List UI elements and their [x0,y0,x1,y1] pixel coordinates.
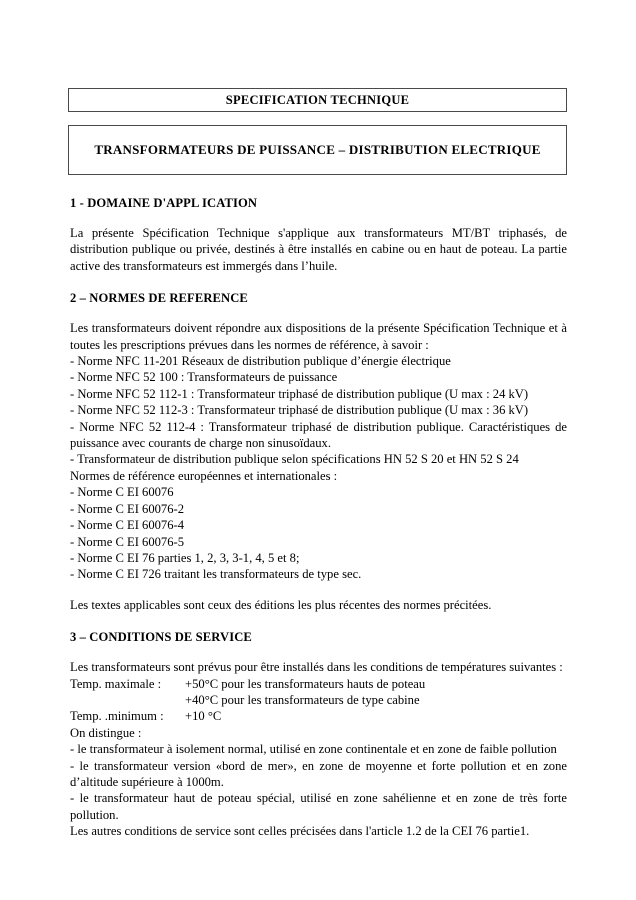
spacer [70,306,567,320]
norme-list-item-112-4: - Norme NFC 52 112-4 : Transformateur triphasé de distribution publique. Caractéristiques de puissance avec courants de charge non sinusoïdaux. [70,419,567,451]
normes-international-subheading: Normes de référence européennes et internationales : [70,468,338,483]
norme-list-item: - Norme C EI 60076-4 [70,518,185,533]
spacer [70,583,567,597]
document-body [70,196,567,840]
conditions-intro-paragraph: Les transformateurs sont prévus pour être installés dans les conditions de températures suivantes : [70,660,563,675]
spacer [70,613,567,630]
distinction-intro: On distingue : [70,725,142,740]
norme-list-item: - Norme C EI 60076-5 [70,534,185,549]
distinction-item: - le transformateur haut de poteau spécial, utilisé en zone sahélienne et en zone de très forte pollution. [70,791,567,822]
specification-title-box [68,88,567,112]
normes-intro-paragraph: Les transformateurs doivent répondre aux dispositions de la présente Spécification Technique et à toutes les prescriptions prévues dans les normes de référence, à savoir : [70,321,567,352]
norme-list-item: - Norme NFC 52 112-3 : Transformateur triphasé de distribution publique (U max : 36 kV) [70,403,529,418]
specification-title-text: SPECIFICATION TECHNIQUE [225,92,410,107]
temperature-label: Temp. maximale : [70,676,162,691]
temperature-label: Temp. .minimum : [70,709,164,724]
normes-closing-paragraph: Les textes applicables sont ceux des éditions les plus récentes des normes précitées. [70,597,492,612]
section-paragraph-domaine: La présente Spécification Technique s'applique aux transformateurs MT/BT triphasés, de distribution publique ou privée, destinés à être installés en cabine ou en haut de poteau. La partie active des transformateurs est immergés dans l’huile. [70,226,567,273]
section-heading-domaine: 1 - DOMAINE D'APPL ICATION [70,196,258,210]
norme-list-item: - Norme C EI 76 parties 1, 2, 3, 3-1, 4, 5 et 8; [70,550,300,565]
norme-list-item-hn: - Transformateur de distribution publique selon spécifications HN 52 S 20 et HN 52 S 24 [70,452,519,467]
temperature-value: +50°C pour les transformateurs hauts de poteau [185,676,426,691]
subject-title-box [68,125,567,175]
spacer [70,211,567,225]
norme-list-item: - Norme C EI 60076 [70,485,174,500]
temperature-row [70,708,567,724]
distinction-item: - le transformateur à isolement normal, utilisé en zone continentale et en zone de faible pollution [70,742,557,757]
norme-list-item: - Norme C EI 726 traitant les transformateurs de type sec. [70,567,362,582]
norme-list-item: - Norme NFC 11-201 Réseaux de distribution publique d’énergie électrique [70,354,451,369]
temperature-row [70,676,567,692]
norme-list-item: - Norme NFC 52 112-1 : Transformateur triphasé de distribution publique (U max : 24 kV) [70,386,529,401]
spacer [70,274,567,291]
temperature-label [70,692,185,708]
section-heading-conditions: 3 – CONDITIONS DE SERVICE [70,630,252,645]
subject-title-text: TRANSFORMATEURS DE PUISSANCE – DISTRIBUTION ELECTRIQUE [94,142,541,157]
section-heading-normes: 2 – NORMES DE REFERENCE [70,291,248,306]
distinction-item: - le transformateur version «bord de mer», en zone de moyenne et forte pollution et en zone d’altitude supérieure à 1000m. [70,758,567,789]
spacer [70,645,567,659]
norme-list-item: - Norme C EI 60076-2 [70,501,185,516]
temperature-value: +10 °C [185,709,222,724]
temperature-row [70,692,567,708]
norme-list-item: - Norme NFC 52 100 : Transformateurs de puissance [70,370,338,385]
conditions-closing: Les autres conditions de service sont celles précisées dans l'article 1.2 de la CEI 76 partie1. [70,824,530,839]
temperature-value: +40°C pour les transformateurs de type cabine [185,692,420,707]
